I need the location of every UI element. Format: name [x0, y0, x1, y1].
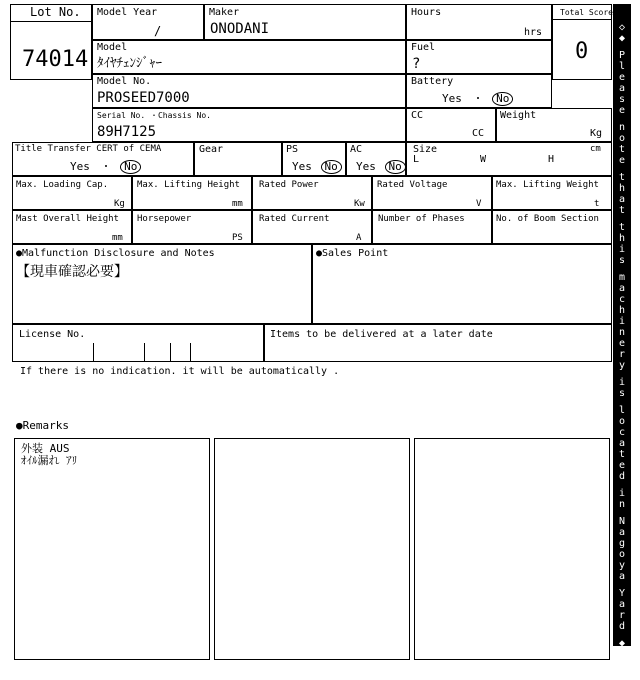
- battery-options: [442, 92, 513, 106]
- malfunction-value: 【現車確認必要】: [16, 264, 128, 280]
- size-h: H: [548, 154, 555, 165]
- title-transfer-label: Title Transfer CERT of CEMA: [15, 144, 162, 154]
- weight-label: Weight: [500, 110, 537, 121]
- remarks-label: ●Remarks: [16, 419, 69, 432]
- side-c: g: [618, 538, 626, 549]
- mast-height-unit: mm: [112, 233, 123, 243]
- side-c: a: [618, 83, 626, 94]
- hours-label: Hours: [411, 7, 442, 18]
- max-lift-height-label: Max. Lifting Height: [137, 180, 240, 190]
- size-label: Size: [413, 144, 438, 155]
- side-c: t: [618, 172, 626, 183]
- size-l: L: [413, 154, 420, 165]
- weight-unit: Kg: [590, 128, 603, 139]
- hours-unit: hrs: [524, 27, 543, 38]
- side-c: t: [618, 222, 626, 233]
- ac-label: AC: [350, 144, 363, 155]
- side-c: o: [618, 416, 626, 427]
- rated-voltage-label: Rated Voltage: [377, 180, 448, 190]
- license-divider-2: [144, 343, 145, 362]
- max-lift-weight-unit: t: [594, 199, 600, 209]
- model-label: Model: [97, 42, 128, 53]
- side-c: l: [618, 405, 626, 416]
- maker-label: Maker: [209, 7, 240, 18]
- rated-voltage-unit: V: [476, 199, 482, 209]
- max-loading-unit: Kg: [114, 199, 125, 209]
- side-c: t: [618, 205, 626, 216]
- side-c: m: [618, 272, 626, 283]
- license-divider-1: [93, 343, 94, 362]
- serial-value: 89H7125: [97, 124, 157, 140]
- side-c: h: [618, 183, 626, 194]
- title-transfer-no: No: [120, 160, 141, 174]
- fuel-label: Fuel: [411, 42, 436, 53]
- side-c: d: [618, 471, 626, 482]
- total-score-value: 0: [575, 39, 589, 64]
- model-no-label: Model No.: [97, 76, 152, 87]
- side-c: N: [618, 516, 626, 527]
- side-c: y: [618, 560, 626, 571]
- license-label: License No.: [19, 329, 86, 340]
- battery-label: Battery: [411, 76, 454, 87]
- side-c: h: [618, 233, 626, 244]
- side-c: s: [618, 388, 626, 399]
- side-c: l: [618, 61, 626, 72]
- side-top-diamonds: ◇: [618, 22, 626, 33]
- rated-current-label: Rated Current: [259, 214, 330, 224]
- rated-current-unit: A: [356, 233, 362, 243]
- ps-yes: Yes: [292, 160, 312, 173]
- ac-no: No: [385, 160, 406, 174]
- side-c: i: [618, 244, 626, 255]
- side-c: h: [618, 305, 626, 316]
- remarks-box-3: [414, 438, 610, 660]
- title-transfer-options: [70, 160, 141, 174]
- battery-yes: Yes: [442, 92, 462, 105]
- ps-label: PS: [286, 144, 299, 155]
- model-value: ﾀｲﾔﾁｪﾝｼﾞｬｰ: [97, 56, 162, 71]
- side-c: d: [618, 621, 626, 632]
- serial-label: Serial No. ・Chassis No.: [97, 111, 211, 120]
- side-c: a: [618, 527, 626, 538]
- side-c: s: [618, 255, 626, 266]
- title-transfer-dot: ・: [100, 160, 112, 173]
- sales-point-label: ●Sales Point: [316, 248, 389, 259]
- rated-power-unit: Kw: [354, 199, 365, 209]
- remarks-box-1: [14, 438, 210, 660]
- side-c: n: [618, 122, 626, 133]
- side-c: e: [618, 338, 626, 349]
- battery-no: No: [492, 92, 513, 106]
- side-bottom-diamond-2: ◇: [618, 649, 626, 660]
- side-c: i: [618, 377, 626, 388]
- side-c: t: [618, 449, 626, 460]
- remarks-box-2: [214, 438, 410, 660]
- lot-number: 74014: [22, 47, 89, 72]
- title-transfer-yes: Yes: [70, 160, 90, 173]
- side-c: e: [618, 155, 626, 166]
- side-c: e: [618, 105, 626, 116]
- cc-label: CC: [411, 110, 424, 121]
- mast-height-label: Mast Overall Height: [16, 214, 119, 224]
- side-c: i: [618, 488, 626, 499]
- model-year-label: Model Year: [97, 7, 158, 18]
- side-c: c: [618, 427, 626, 438]
- side-c: e: [618, 72, 626, 83]
- side-text-source: [0, 0, 1, 1]
- side-c: y: [618, 360, 626, 371]
- gear-label: Gear: [199, 144, 224, 155]
- max-lift-weight-label: Max. Lifting Weight: [496, 180, 599, 190]
- side-text-1: P: [618, 50, 626, 61]
- rated-power-label: Rated Power: [259, 180, 319, 190]
- side-c: r: [618, 349, 626, 360]
- side-c: r: [618, 610, 626, 621]
- location-banner: [613, 4, 631, 660]
- horsepower-label: Horsepower: [137, 214, 192, 224]
- horsepower-unit: PS: [232, 233, 243, 243]
- remarks-line-1: 外装 AUS: [21, 442, 70, 455]
- side-c: a: [618, 599, 626, 610]
- side-c: a: [618, 283, 626, 294]
- ac-options: [356, 160, 406, 174]
- model-no-value: PROSEED7000: [97, 90, 190, 106]
- size-w: W: [480, 154, 487, 165]
- notice-text: If there is no indication. it will be automatically .: [20, 366, 340, 377]
- maker-value: ONODANI: [210, 21, 270, 37]
- cc-unit: CC: [472, 128, 485, 139]
- ps-options: [292, 160, 342, 174]
- battery-dot: ・: [472, 92, 484, 105]
- side-c: i: [618, 316, 626, 327]
- size-unit: cm: [590, 144, 601, 154]
- boom-label: No. of Boom Section: [496, 214, 599, 224]
- side-c: n: [618, 499, 626, 510]
- side-c: c: [618, 294, 626, 305]
- items-later-label: Items to be delivered at a later date: [270, 329, 493, 340]
- side-c: o: [618, 549, 626, 560]
- side-top-diamond-2: ◆: [618, 33, 626, 44]
- lot-label: Lot No.: [30, 5, 81, 19]
- model-year-slash: /: [154, 24, 162, 38]
- side-c: o: [618, 133, 626, 144]
- total-score-label: Total Score: [560, 8, 613, 17]
- license-divider-4: [190, 343, 191, 362]
- side-c: s: [618, 94, 626, 105]
- side-c: a: [618, 438, 626, 449]
- side-c: a: [618, 571, 626, 582]
- malfunction-label: ●Malfunction Disclosure and Notes: [16, 248, 215, 259]
- side-c: n: [618, 327, 626, 338]
- fuel-value: ?: [412, 56, 421, 72]
- side-c: t: [618, 144, 626, 155]
- ps-no: No: [321, 160, 342, 174]
- side-bottom-diamond: ◆: [618, 638, 626, 649]
- phases-label: Number of Phases: [378, 214, 465, 224]
- max-loading-label: Max. Loading Cap.: [16, 180, 109, 190]
- max-lift-height-unit: mm: [232, 199, 243, 209]
- side-c: Y: [618, 588, 626, 599]
- side-c: e: [618, 460, 626, 471]
- side-c: a: [618, 194, 626, 205]
- remarks-line-2: ｵｲﾙ漏れ ｱﾘ: [21, 454, 78, 467]
- ac-yes: Yes: [356, 160, 376, 173]
- license-divider-3: [170, 343, 171, 362]
